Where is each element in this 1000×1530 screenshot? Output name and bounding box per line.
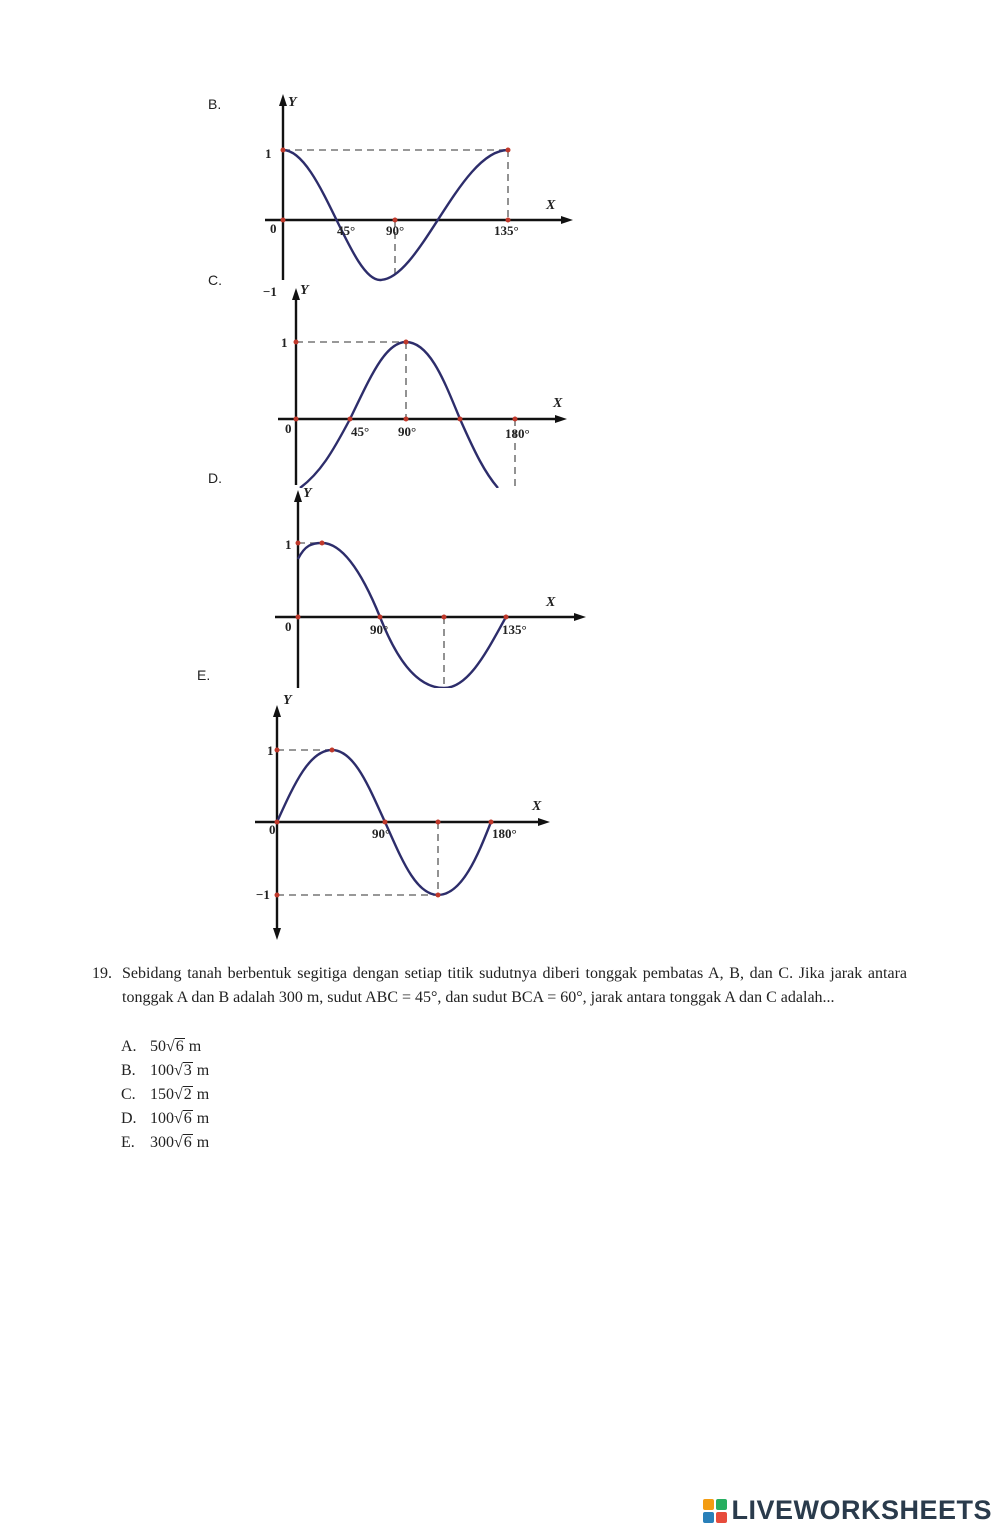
tick-label: 1 xyxy=(285,537,292,552)
x-axis-label: X xyxy=(553,396,563,411)
tick-label: 0 xyxy=(285,619,292,634)
tick-label-minus-one: −1 xyxy=(263,284,277,299)
answer-value: 300√6 m xyxy=(150,1134,210,1151)
tick-label: 180° xyxy=(492,826,517,841)
x-axis-label: X xyxy=(532,799,542,814)
y-axis-label: Y xyxy=(300,283,309,298)
option-letter-e: E. xyxy=(197,667,211,683)
y-axis-label: Y xyxy=(303,486,312,501)
tick-label: 0 xyxy=(269,822,276,837)
answer-option-b[interactable] xyxy=(121,1059,209,1083)
option-letter-d: D. xyxy=(208,470,222,486)
y-axis-label: Y xyxy=(288,95,297,110)
answer-value: 100√3 m xyxy=(150,1062,210,1079)
graph-option-c xyxy=(270,283,580,488)
option-letter-b: B. xyxy=(208,96,222,112)
sine-curve xyxy=(300,342,498,488)
liveworksheets-logo[interactable] xyxy=(703,1495,992,1526)
answer-letter: E. xyxy=(121,1134,135,1151)
answer-value: 50√6 m xyxy=(150,1038,202,1055)
answer-letter: B. xyxy=(121,1062,136,1079)
tick-label: 1 xyxy=(267,743,274,758)
tick-label: 90° xyxy=(370,622,389,637)
question-19 xyxy=(92,962,907,1010)
graph-option-d xyxy=(270,485,590,688)
question-number: 19. xyxy=(92,965,112,982)
tick-label: 0 xyxy=(285,421,292,436)
answer-value: 150√2 m xyxy=(150,1086,210,1103)
answer-value: 100√6 m xyxy=(150,1110,210,1127)
option-letter-c: C. xyxy=(208,272,222,288)
tick-label: 90° xyxy=(372,826,391,841)
answer-option-e[interactable] xyxy=(121,1131,209,1155)
tick-label: 180° xyxy=(505,426,530,441)
y-axis-label: Y xyxy=(283,693,292,708)
tick-label: 45° xyxy=(337,223,356,238)
answer-letter: A. xyxy=(121,1038,137,1055)
tick-label: 1 xyxy=(281,335,288,350)
sine-curve xyxy=(298,543,506,688)
question-text: Sebidang tanah berbentuk segitiga dengan setiap titik sudutnya diberi tonggak pembatas A, B, dan C. Jika jarak antara tonggak A dan B adalah 300 m, sudut ABC = 45°, dan sudut BCA = 60°, jarak antara tonggak A dan C adalah... xyxy=(122,965,907,1006)
tick-label: 135° xyxy=(494,223,519,238)
tick-label: −1 xyxy=(256,887,270,902)
answer-letter: C. xyxy=(121,1086,136,1103)
x-axis-label: X xyxy=(546,595,556,610)
graph-option-e xyxy=(250,690,560,945)
tick-label: 135° xyxy=(502,622,527,637)
answer-option-c[interactable] xyxy=(121,1083,209,1107)
tick-label: 0 xyxy=(270,221,277,236)
answer-letter: D. xyxy=(121,1110,137,1127)
brand-text: LIVEWORKSHEETS xyxy=(731,1495,992,1525)
tick-label: 90° xyxy=(398,424,417,439)
answer-option-a[interactable] xyxy=(121,1035,209,1059)
graph-option-b xyxy=(250,90,580,300)
logo-icon xyxy=(703,1499,727,1523)
x-axis-label: X xyxy=(546,198,556,213)
tick-label: 90° xyxy=(386,223,405,238)
tick-label: 1 xyxy=(265,146,272,161)
tick-label: 45° xyxy=(351,424,370,439)
answer-list xyxy=(121,1035,209,1155)
answer-option-d[interactable] xyxy=(121,1107,209,1131)
